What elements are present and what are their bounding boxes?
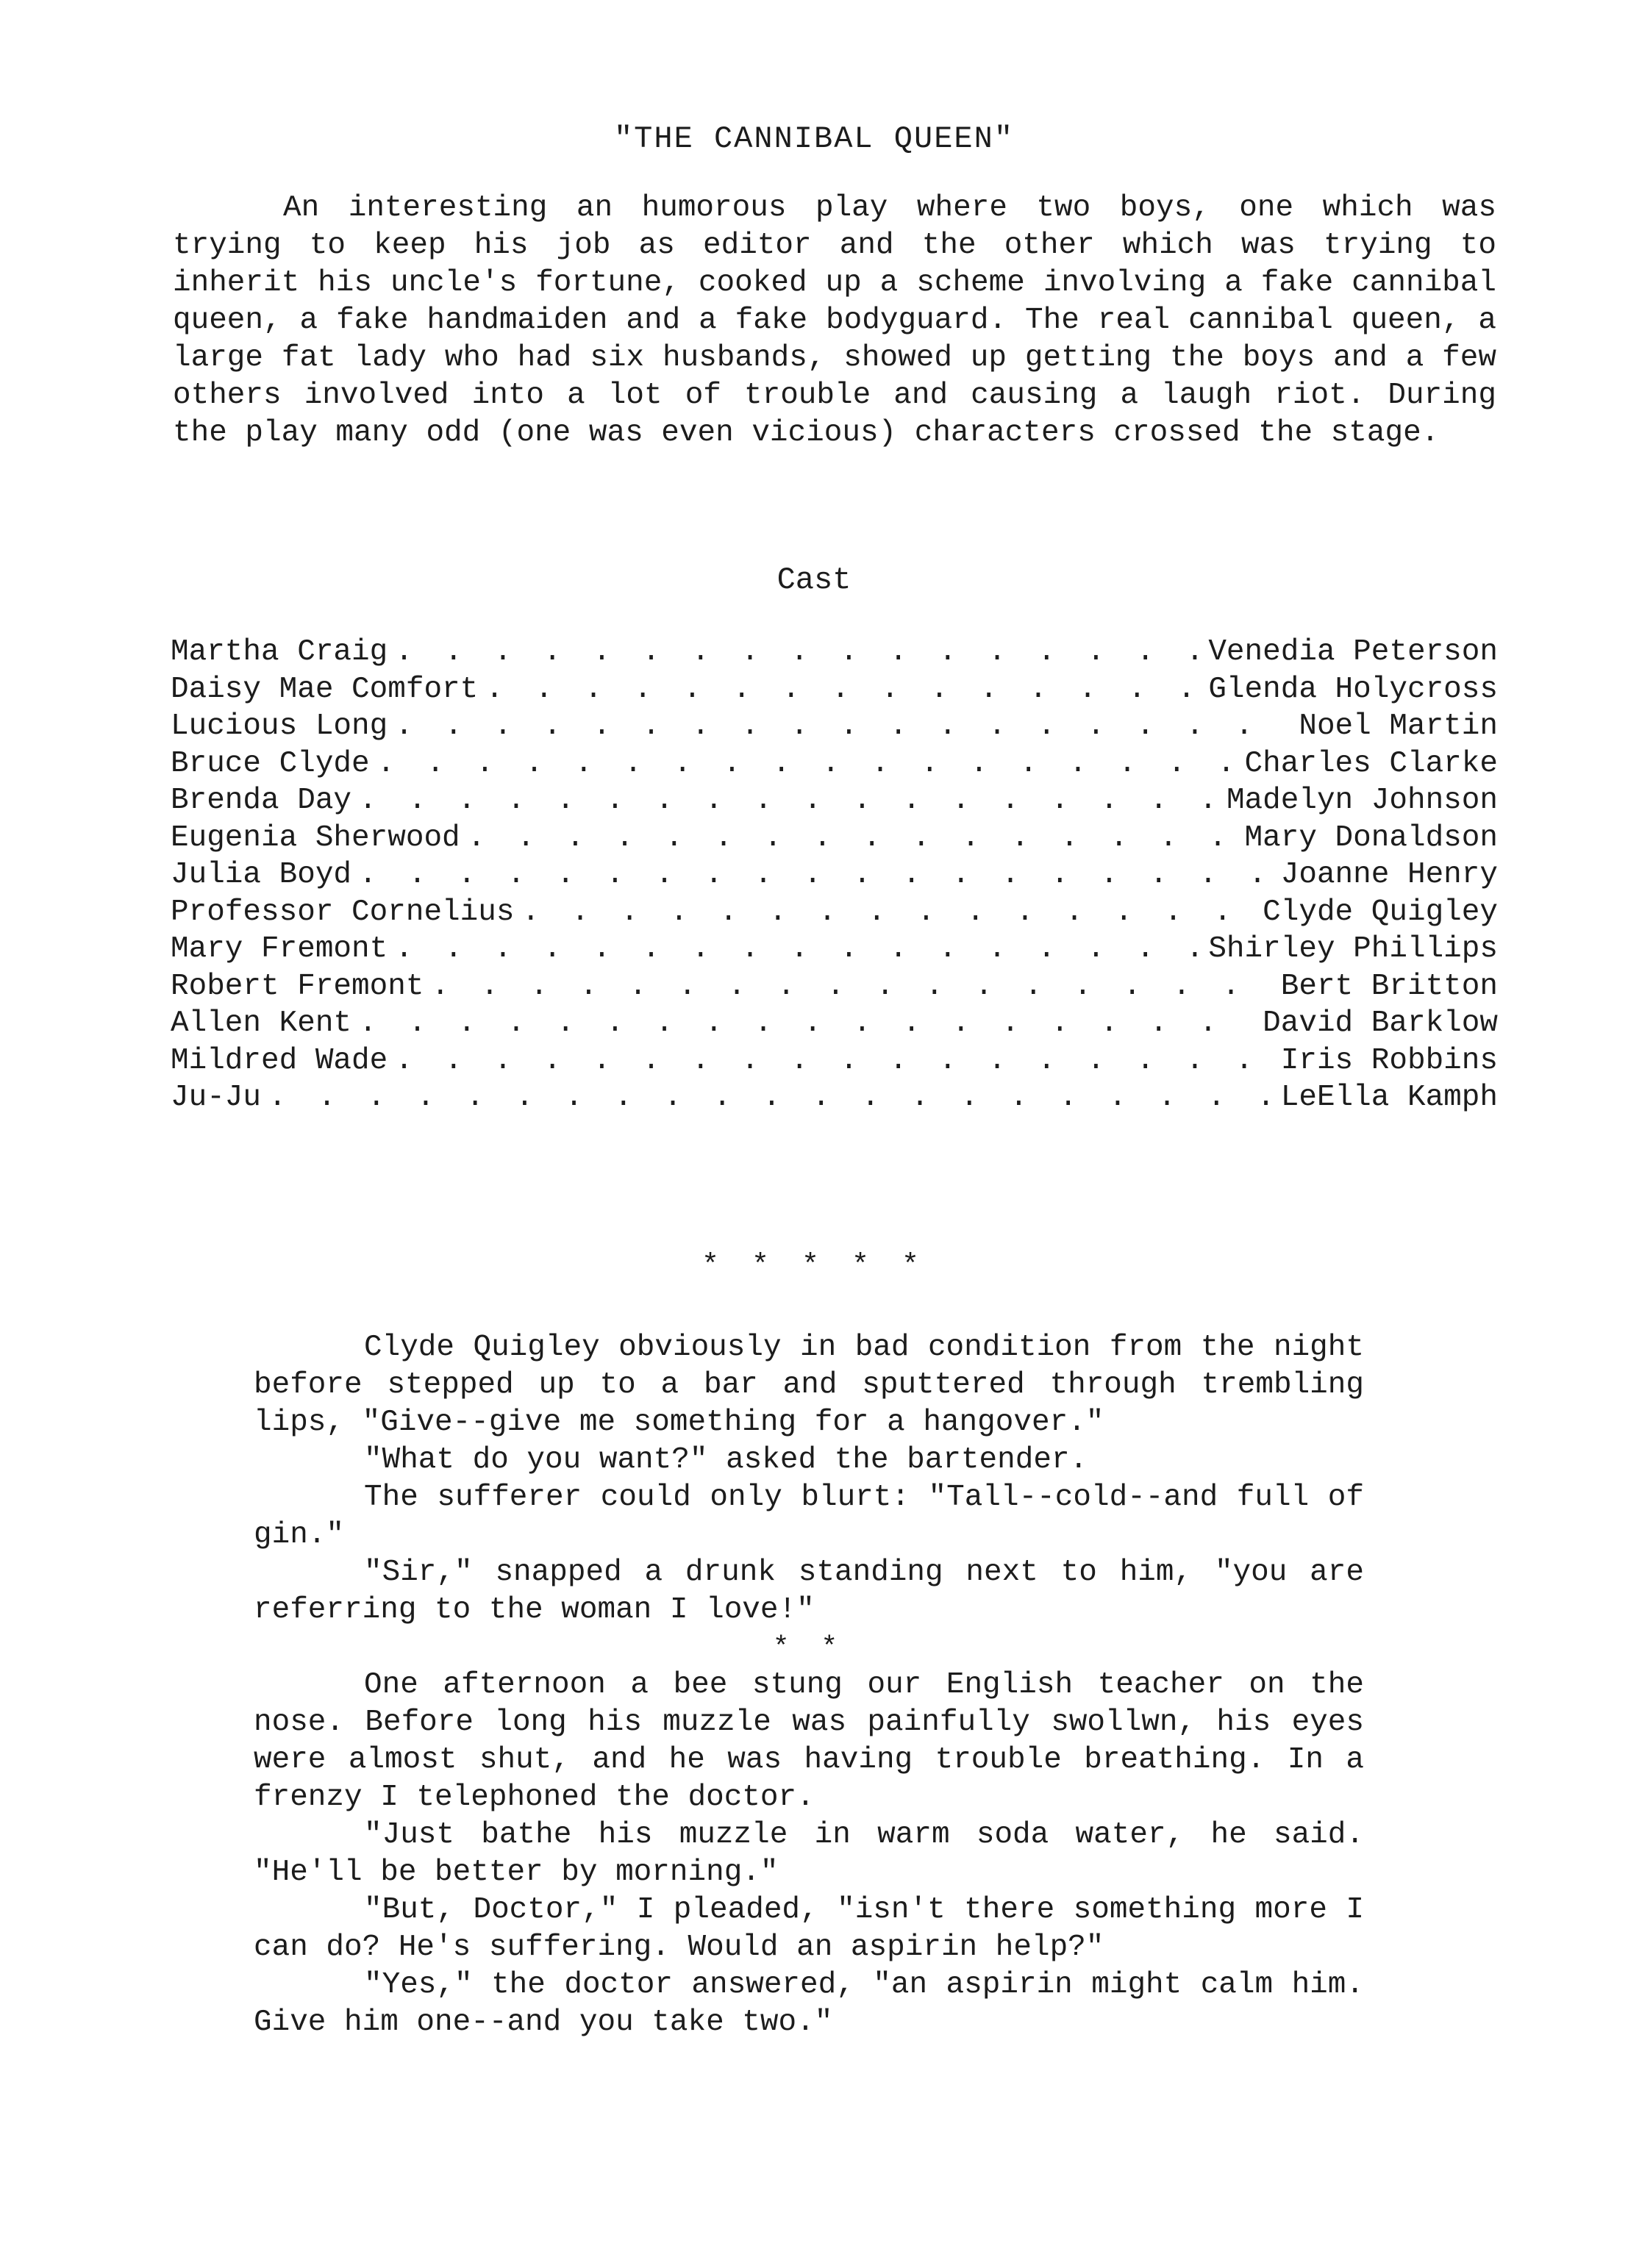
cast-entry [171, 820, 1498, 857]
cast-heading: Cast [776, 562, 852, 598]
cast-actor: Iris Robbins [1280, 1043, 1498, 1078]
dot-leader [395, 634, 1201, 671]
dot-leader [395, 931, 1201, 968]
cast-actor: Noel Martin [1299, 709, 1498, 743]
cast-actor: Bert Britton [1280, 969, 1498, 1004]
cast-role: Professor Cornelius [171, 895, 515, 929]
cast-actor: Clyde Quigley [1263, 895, 1498, 929]
joke-paragraph: "Sir," snapped a drunk standing next to him, "you are referring to the woman I love!" [254, 1556, 1364, 1627]
cast-list [171, 634, 1498, 1117]
dot-leader [377, 745, 1238, 783]
cast-entry [171, 671, 1498, 709]
cast-entry [171, 1079, 1498, 1117]
dot-leader [431, 968, 1273, 1006]
dot-leader [468, 820, 1238, 857]
cast-role: Lucious Long [171, 709, 388, 743]
cast-actor: Mary Donaldson [1244, 820, 1498, 855]
cast-role: Mary Fremont [171, 932, 388, 966]
joke-paragraph: "Yes," the doctor answered, "an aspirin might calm him. Give him one--and you take two." [254, 1968, 1364, 2039]
cast-role: Ju-Ju [171, 1081, 262, 1115]
dot-leader [359, 856, 1274, 894]
cast-actor: Glenda Holycross [1208, 672, 1498, 706]
cast-role: Daisy Mae Comfort [171, 672, 479, 706]
cast-entry [171, 931, 1498, 968]
cast-role: Julia Boyd [171, 858, 352, 892]
cast-entry [171, 782, 1498, 820]
cast-entry [171, 1042, 1498, 1080]
cast-entry [171, 745, 1498, 783]
cast-actor: Joanne Henry [1280, 858, 1498, 892]
cast-actor: Shirley Phillips [1208, 932, 1498, 966]
cast-entry [171, 708, 1498, 745]
cast-actor: David Barklow [1263, 1006, 1498, 1040]
cast-role: Allen Kent [171, 1006, 352, 1040]
cast-actor: Venedia Peterson [1208, 635, 1498, 669]
cast-actor: Madelyn Johnson [1226, 784, 1498, 818]
cast-actor: LeElla Kamph [1280, 1081, 1498, 1115]
section-separator: * * * * * [701, 1250, 927, 1283]
dot-leader [395, 1042, 1274, 1080]
cast-role: Bruce Clyde [171, 746, 370, 781]
joke-paragraph: "But, Doctor," I pleaded, "isn't there something more I can do? He's suffering. Would an aspirin help?" [254, 1893, 1364, 1964]
cast-entry [171, 856, 1498, 894]
cast-role: Eugenia Sherwood [171, 820, 460, 855]
dot-leader [268, 1079, 1274, 1117]
cast-role: Martha Craig [171, 635, 388, 669]
cast-entry [171, 894, 1498, 931]
play-title: "THE CANNIBAL QUEEN" [613, 121, 1015, 157]
cast-actor: Charles Clarke [1244, 746, 1498, 781]
dot-leader [395, 708, 1291, 745]
cast-entry [171, 634, 1498, 671]
joke-paragraph: "Just bathe his muzzle in warm soda water, he said. "He'll be better by morning." [254, 1818, 1364, 1889]
cast-entry [171, 1005, 1498, 1042]
joke-paragraph: One afternoon a bee stung our English teacher on the nose. Before long his muzzle was painfully swollwn, his eyes were almost shut, and he was having trouble breathing. In a frenzy I telephoned the doctor. [254, 1668, 1364, 1814]
joke-paragraph: The sufferer could only blurt: "Tall--cold--and full of gin." [254, 1481, 1364, 1552]
joke-paragraph: "What do you want?" asked the bartender. [364, 1443, 1088, 1477]
cast-role: Robert Fremont [171, 969, 424, 1004]
cast-entry [171, 968, 1498, 1006]
cast-role: Mildred Wade [171, 1043, 388, 1078]
cast-role: Brenda Day [171, 784, 352, 818]
dot-leader [521, 894, 1255, 931]
joke-separator: * * [772, 1632, 846, 1664]
dot-leader [359, 1005, 1255, 1042]
jokes-section [254, 1329, 1364, 2042]
dot-leader [485, 671, 1201, 709]
dot-leader [359, 782, 1219, 820]
play-synopsis: An interesting an humorous play where two boys, one which was trying to keep his job as editor and the other which was trying to inherit his uncle's fortune, cooked up a scheme involving a fake cannibal queen, a fake handmaiden and a fake bodyguard. The real cannibal queen, a large fat lady who had six husbands, showed up getting the boys and a few others involved into a lot of trouble and causing a laugh riot. During the play many odd (one was even vicious) characters crossed the stage. [173, 191, 1496, 450]
joke-paragraph: Clyde Quigley obviously in bad condition from the night before stepped up to a bar and sputtered through trembling lips, "Give--give me something for a hangover." [254, 1331, 1364, 1439]
